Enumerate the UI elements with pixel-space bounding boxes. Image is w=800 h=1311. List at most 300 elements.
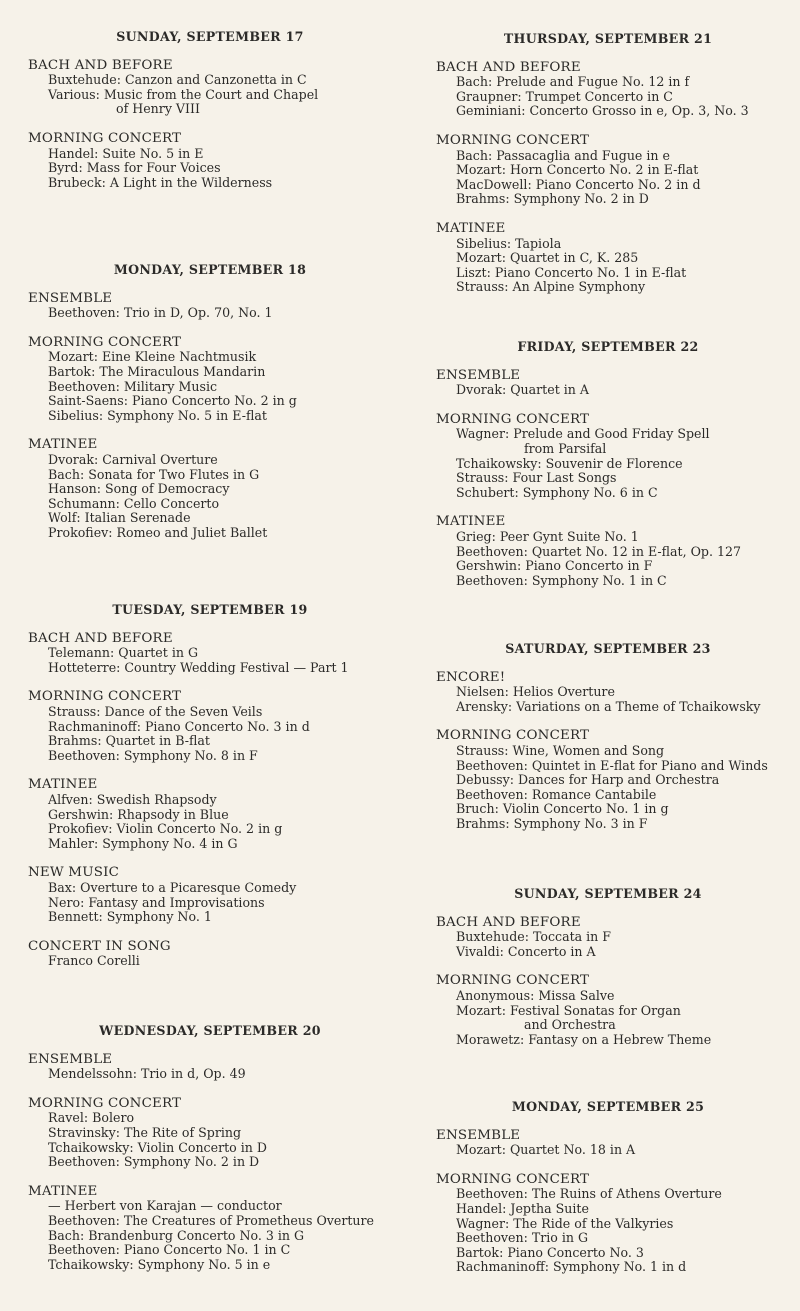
program-item — [48, 1199, 400, 1214]
composer: Prokofiev : — [48, 821, 117, 836]
composer: Rachmaninoff : — [456, 1259, 553, 1274]
composer: Gershwin : — [48, 807, 117, 822]
section-name: MATINEE — [436, 514, 506, 530]
work-title: Prelude and Good Friday Spell — [513, 426, 710, 442]
work-title: Violin Concerto No. 1 in g — [502, 801, 669, 817]
work-title: Quartet in G — [118, 645, 199, 661]
program-list — [456, 383, 788, 398]
section-name: ENCORE! — [436, 669, 506, 685]
work-title: Romeo and Juliet Ballet — [116, 524, 268, 540]
program-list — [48, 1111, 400, 1169]
program-item — [48, 896, 400, 911]
work-title: Symphony No. 6 in C — [522, 484, 658, 500]
composer: Beethoven : — [456, 1230, 532, 1245]
work-title: Variations on a Theme of Tchaikowsky — [516, 698, 761, 714]
concert-section — [20, 438, 400, 540]
concert-section — [20, 59, 400, 117]
concert-section — [20, 690, 400, 763]
composer: Beethoven : — [48, 1154, 124, 1169]
composer: Mendelssohn : — [48, 1066, 141, 1081]
work-title: Missa Salve — [538, 987, 615, 1003]
section-name: ENSEMBLE — [436, 1127, 521, 1143]
composer: Beethoven : — [456, 758, 532, 773]
composer: Bax : — [48, 880, 80, 895]
concert-section — [428, 369, 788, 398]
program-item — [456, 75, 788, 90]
program-list — [48, 954, 400, 969]
composer: Sibelius : — [48, 408, 107, 423]
program-item — [48, 176, 400, 191]
program-item — [48, 380, 400, 395]
program-item — [48, 1214, 400, 1229]
work-title: Rhapsody in Blue — [117, 806, 229, 822]
program-list — [456, 149, 788, 207]
work-title: Brandenburg Concerto No. 3 in G — [88, 1227, 305, 1243]
composer: MacDowell : — [456, 177, 536, 192]
work-title: Symphony No. 8 in F — [123, 747, 258, 763]
program-item — [48, 1229, 400, 1244]
concert-section — [428, 671, 788, 715]
work-title: Overture to a Picaresque Comedy — [80, 879, 297, 895]
program-item — [48, 1243, 400, 1258]
program-item — [456, 989, 788, 1004]
composer: Beethoven : — [456, 544, 532, 559]
composer: Beethoven : — [48, 1213, 124, 1228]
composer: Hanson : — [48, 481, 105, 496]
program-item — [48, 482, 400, 497]
work-title: of Henry VIII — [116, 101, 200, 117]
program-item — [456, 1246, 788, 1261]
program-list — [456, 744, 788, 832]
composer: Stravinsky : — [48, 1125, 124, 1140]
work-title: Prelude and Fugue No. 12 in f — [496, 74, 690, 90]
day-block — [428, 32, 788, 310]
concert-section — [428, 222, 788, 295]
composer: Mozart : — [456, 162, 510, 177]
work-title: Symphony No. 2 in D — [123, 1154, 260, 1170]
program-list — [456, 75, 788, 119]
day-title: TUESDAY, SEPTEMBER 19 — [112, 602, 308, 617]
composer: Geminiani : — [456, 103, 530, 118]
program-item — [48, 88, 400, 103]
work-title: Eine Kleine Nachtmusik — [101, 349, 257, 365]
program-item — [456, 457, 788, 472]
composer: Strauss : — [456, 279, 513, 294]
composer: Buxtehude : — [48, 72, 125, 87]
program-item — [48, 954, 400, 969]
composer: Mozart : — [48, 349, 102, 364]
work-title: from Parsifal — [524, 440, 607, 456]
program-item — [456, 427, 788, 442]
composer: Bach : — [456, 148, 496, 163]
work-title: Bolero — [92, 1110, 135, 1126]
program-item — [456, 266, 788, 281]
composer: Dvorak : — [456, 382, 510, 397]
composer: Handel : — [456, 1201, 510, 1216]
composer: Mozart : — [456, 1003, 510, 1018]
composer: Strauss : — [456, 470, 513, 485]
composer: Hotteterre : — [48, 660, 124, 675]
work-title: Piano Concerto No. 1 in C — [123, 1242, 291, 1258]
composer: Bach : — [48, 467, 88, 482]
program-list — [456, 1143, 788, 1158]
program-item — [456, 685, 788, 700]
work-title: Concerto Grosso in e, Op. 3, No. 3 — [529, 103, 749, 119]
section-name: MORNING CONCERT — [28, 1095, 182, 1111]
composer: Tchaikowsky : — [48, 1140, 138, 1155]
day-title: SATURDAY, SEPTEMBER 23 — [505, 641, 711, 656]
work-title: Helios Overture — [512, 684, 615, 700]
composer: Strauss : — [456, 743, 513, 758]
program-item — [48, 365, 400, 380]
work-title: Song of Democracy — [105, 481, 230, 497]
program-item — [456, 471, 788, 486]
composer: Prokofiev : — [48, 525, 117, 540]
day-block — [428, 340, 788, 603]
section-name: MORNING CONCERT — [436, 132, 590, 148]
program-item — [48, 661, 400, 676]
program-item — [48, 749, 400, 764]
composer: Beethoven : — [456, 573, 532, 588]
program-item — [48, 526, 400, 541]
program-list — [48, 1067, 400, 1082]
composer: Beethoven : — [48, 379, 124, 394]
composer: Brubeck : — [48, 175, 110, 190]
day-block — [428, 1100, 788, 1290]
composer: Vivaldi : — [456, 944, 508, 959]
program-item — [456, 574, 788, 589]
composer: Brahms : — [456, 191, 514, 206]
work-title: Cello Concerto — [123, 495, 220, 511]
composer: Wagner : — [456, 1216, 513, 1231]
work-title: Symphony No. 1 — [106, 909, 212, 925]
program-item — [48, 646, 400, 661]
work-title: Sonata for Two Flutes in G — [88, 466, 260, 482]
composer: Schubert : — [456, 485, 523, 500]
work-title: The Creatures of Prometheus Overture — [123, 1212, 375, 1228]
composer: Bartok : — [456, 1245, 507, 1260]
composer: Mahler : — [48, 836, 102, 851]
program-item — [456, 1033, 788, 1048]
program-list — [456, 685, 788, 714]
work-title: Horn Concerto No. 2 in E-flat — [509, 162, 699, 178]
concert-section — [20, 336, 400, 424]
composer: Saint-Saens : — [48, 393, 132, 408]
composer: Wagner : — [456, 426, 513, 441]
work-title: Country Wedding Festival — Part 1 — [124, 659, 349, 675]
program-item — [456, 1231, 788, 1246]
work-title: Peer Gynt Suite No. 1 — [499, 528, 639, 544]
program-item — [48, 822, 400, 837]
program-item — [456, 1260, 788, 1275]
program-item — [456, 1187, 788, 1202]
composer: Liszt : — [456, 265, 495, 280]
work-title: Quartet in A — [510, 382, 589, 398]
concert-section — [20, 632, 400, 676]
work-title: Symphony No. 1 in d — [552, 1259, 687, 1275]
program-item — [456, 280, 788, 295]
work-title: Franco Corelli — [48, 953, 140, 969]
day-title: SUNDAY, SEPTEMBER 17 — [116, 29, 304, 44]
work-title: Suite No. 5 in E — [102, 145, 204, 161]
day-title: WEDNESDAY, SEPTEMBER 20 — [99, 1023, 321, 1038]
section-name: MORNING CONCERT — [28, 130, 182, 146]
composer: Beethoven : — [456, 1186, 532, 1201]
day-block — [428, 887, 788, 1062]
day-title: MONDAY, SEPTEMBER 25 — [511, 1099, 705, 1114]
day-block — [428, 642, 788, 847]
program-item — [456, 788, 788, 803]
program-item — [456, 1217, 788, 1232]
work-title: Symphony No. 1 in C — [531, 572, 667, 588]
work-title: Passacaglia and Fugue in e — [496, 147, 670, 163]
work-title: An Alpine Symphony — [512, 279, 646, 295]
concert-section — [428, 974, 788, 1047]
work-title: Quartet No. 12 in E-flat, Op. 127 — [531, 543, 742, 559]
composer: Graupner : — [456, 89, 526, 104]
day-title: SUNDAY, SEPTEMBER 24 — [514, 886, 702, 901]
section-name: ENSEMBLE — [436, 367, 521, 383]
program-list — [48, 350, 400, 423]
work-title: Dances for Harp and Orchestra — [518, 772, 720, 788]
program-item — [48, 306, 400, 321]
section-name: NEW MUSIC — [28, 865, 120, 881]
work-title: A Light in the Wilderness — [109, 174, 273, 190]
composer: Rachmaninoff : — [48, 719, 145, 734]
work-title: Violin Concerto No. 2 in g — [116, 821, 283, 837]
composer: Tchaikowsky : — [48, 1257, 138, 1272]
concert-section — [428, 1173, 788, 1275]
program-list — [456, 427, 788, 500]
program-item — [48, 468, 400, 483]
program-item — [48, 409, 400, 424]
composer: Mozart : — [456, 250, 510, 265]
program-item — [456, 1018, 788, 1033]
work-title: Piano Concerto No. 2 in d — [535, 176, 701, 192]
concert-section — [428, 916, 788, 960]
program-list — [456, 930, 788, 959]
program-item — [456, 817, 788, 832]
program-list — [456, 1187, 788, 1275]
work-title: Carnival Overture — [102, 451, 218, 467]
section-name: MATINEE — [436, 220, 506, 236]
concert-section — [20, 292, 400, 321]
composer: Bennett : — [48, 909, 107, 924]
program-item — [48, 1126, 400, 1141]
concert-section — [428, 134, 788, 207]
program-item — [456, 1143, 788, 1158]
section-name: MATINEE — [28, 1183, 98, 1199]
composer: Mozart : — [456, 1142, 510, 1157]
program-item — [456, 149, 788, 164]
work-title: Piano Concerto in F — [525, 558, 653, 574]
program-item — [456, 930, 788, 945]
program-item — [48, 161, 400, 176]
work-title: Fantasy on a Hebrew Theme — [528, 1031, 712, 1047]
program-list — [48, 147, 400, 191]
program-item — [48, 1258, 400, 1273]
program-item — [48, 881, 400, 896]
composer: Gershwin : — [456, 558, 525, 573]
program-item — [48, 511, 400, 526]
composer: Beethoven : — [456, 787, 532, 802]
program-item — [456, 163, 788, 178]
work-title: Four Last Songs — [512, 470, 617, 486]
program-item — [48, 1155, 400, 1170]
program-item — [456, 545, 788, 560]
section-name: MORNING CONCERT — [436, 411, 590, 427]
program-list — [48, 1199, 400, 1272]
composer: Brahms : — [48, 733, 106, 748]
program-list — [48, 705, 400, 763]
work-title: Dance of the Seven Veils — [104, 703, 263, 719]
section-name: BACH AND BEFORE — [436, 914, 581, 930]
program-item — [48, 1067, 400, 1082]
program-item — [456, 802, 788, 817]
work-title: Quartet No. 18 in A — [509, 1142, 636, 1158]
program-item — [48, 910, 400, 925]
composer: Beethoven : — [48, 305, 124, 320]
section-name: ENSEMBLE — [28, 1051, 113, 1067]
composer: Morawetz : — [456, 1032, 528, 1047]
work-title: Symphony No. 2 in D — [513, 191, 649, 207]
work-title: Mass for Four Voices — [86, 160, 221, 176]
composer: Beethoven : — [48, 1242, 124, 1257]
day-block — [20, 1024, 400, 1287]
composer: Telemann : — [48, 645, 118, 660]
work-title: Piano Concerto No. 1 in E-flat — [494, 264, 687, 280]
concert-section — [428, 515, 788, 588]
composer: Bruch : — [456, 801, 503, 816]
program-item — [456, 1004, 788, 1019]
program-list — [456, 989, 788, 1047]
concert-section — [428, 61, 788, 119]
composer: Handel : — [48, 146, 102, 161]
composer: Sibelius : — [456, 236, 515, 251]
work-title: Trio in G — [531, 1230, 589, 1246]
program-item — [456, 945, 788, 960]
work-title: Trio in d, Op. 49 — [140, 1066, 246, 1082]
work-title: Military Music — [123, 378, 218, 394]
section-name: BACH AND BEFORE — [28, 57, 173, 73]
section-name: MORNING CONCERT — [28, 334, 182, 350]
section-name: MORNING CONCERT — [28, 689, 182, 705]
program-list — [48, 306, 400, 321]
composer: Grieg : — [456, 529, 500, 544]
work-title: Italian Serenade — [84, 510, 191, 526]
work-title: Toccata in F — [532, 929, 612, 945]
program-list — [48, 453, 400, 541]
work-title: Romance Cantabile — [531, 786, 657, 802]
program-item — [456, 237, 788, 252]
work-title: Piano Concerto No. 3 in d — [144, 718, 310, 734]
program-item — [48, 705, 400, 720]
program-item — [456, 759, 788, 774]
work-title: The Miraculous Mandarin — [99, 363, 266, 379]
work-title: Souvenir de Florence — [545, 455, 683, 471]
program-item — [456, 700, 788, 715]
program-item — [48, 497, 400, 512]
work-title: Fantasy and Improvisations — [88, 894, 265, 910]
work-title: Festival Sonatas for Organ — [509, 1002, 681, 1018]
work-title: Piano Concerto No. 2 in g — [132, 393, 297, 409]
concert-section — [428, 413, 788, 501]
composer: Wolf : — [48, 510, 85, 525]
work-title: Wine, Women and Song — [512, 742, 665, 758]
concert-section — [428, 729, 788, 831]
section-name: BACH AND BEFORE — [28, 630, 173, 646]
work-title: Quintet in E-flat for Piano and Winds — [531, 757, 768, 773]
program-item — [456, 773, 788, 788]
composer: Anonymous : — [456, 988, 538, 1003]
day-block — [20, 263, 400, 556]
day-title: FRIDAY, SEPTEMBER 22 — [517, 339, 699, 354]
section-name: MORNING CONCERT — [436, 728, 590, 744]
composer: Bach : — [456, 74, 496, 89]
composer: Dvorak : — [48, 452, 102, 467]
section-name: MATINEE — [28, 437, 98, 453]
day-block — [20, 603, 400, 984]
concert-section — [20, 778, 400, 851]
program-list — [48, 73, 400, 117]
composer: Various : — [48, 87, 104, 102]
work-title: Swedish Rhapsody — [96, 791, 217, 807]
program-item — [456, 192, 788, 207]
program-item — [48, 350, 400, 365]
program-item — [456, 251, 788, 266]
program-item — [48, 73, 400, 88]
composer: Schumann : — [48, 496, 124, 511]
program-item — [456, 530, 788, 545]
work-title: Violin Concerto in D — [137, 1139, 267, 1155]
composer: Strauss : — [48, 704, 105, 719]
composer: Tchaikowsky : — [456, 456, 546, 471]
work-title: Symphony No. 4 in G — [102, 835, 238, 851]
work-title: Jeptha Suite — [510, 1200, 589, 1216]
section-name: MORNING CONCERT — [436, 1171, 590, 1187]
work-title: Quartet in C, K. 285 — [509, 250, 639, 266]
work-title: — Herbert von Karajan — conductor — [48, 1198, 282, 1214]
program-item — [456, 178, 788, 193]
program-list — [48, 646, 400, 675]
day-title: MONDAY, SEPTEMBER 18 — [113, 262, 307, 277]
work-title: Tapiola — [515, 235, 562, 251]
program-item — [456, 559, 788, 574]
work-title: Canzon and Canzonetta in C — [124, 72, 307, 88]
program-list — [48, 881, 400, 925]
program-item — [456, 383, 788, 398]
program-item — [48, 1141, 400, 1156]
work-title: Symphony No. 5 in E-flat — [107, 407, 267, 423]
program-item — [456, 442, 788, 457]
program-item — [48, 720, 400, 735]
work-title: and Orchestra — [524, 1017, 616, 1033]
program-item — [48, 102, 400, 117]
program-item — [456, 104, 788, 119]
section-name: CONCERT IN SONG — [28, 938, 171, 954]
program-list — [456, 237, 788, 295]
concert-section — [20, 940, 400, 969]
work-title: Music from the Court and Chapel — [103, 86, 319, 102]
composer: Nero : — [48, 895, 88, 910]
section-name: ENSEMBLE — [28, 290, 113, 306]
work-title: Trio in D, Op. 70, No. 1 — [123, 305, 273, 321]
work-title: Symphony No. 5 in e — [137, 1256, 271, 1272]
program-item — [48, 453, 400, 468]
concert-section — [428, 1129, 788, 1158]
program-item — [48, 1111, 400, 1126]
section-name: BACH AND BEFORE — [436, 59, 581, 75]
